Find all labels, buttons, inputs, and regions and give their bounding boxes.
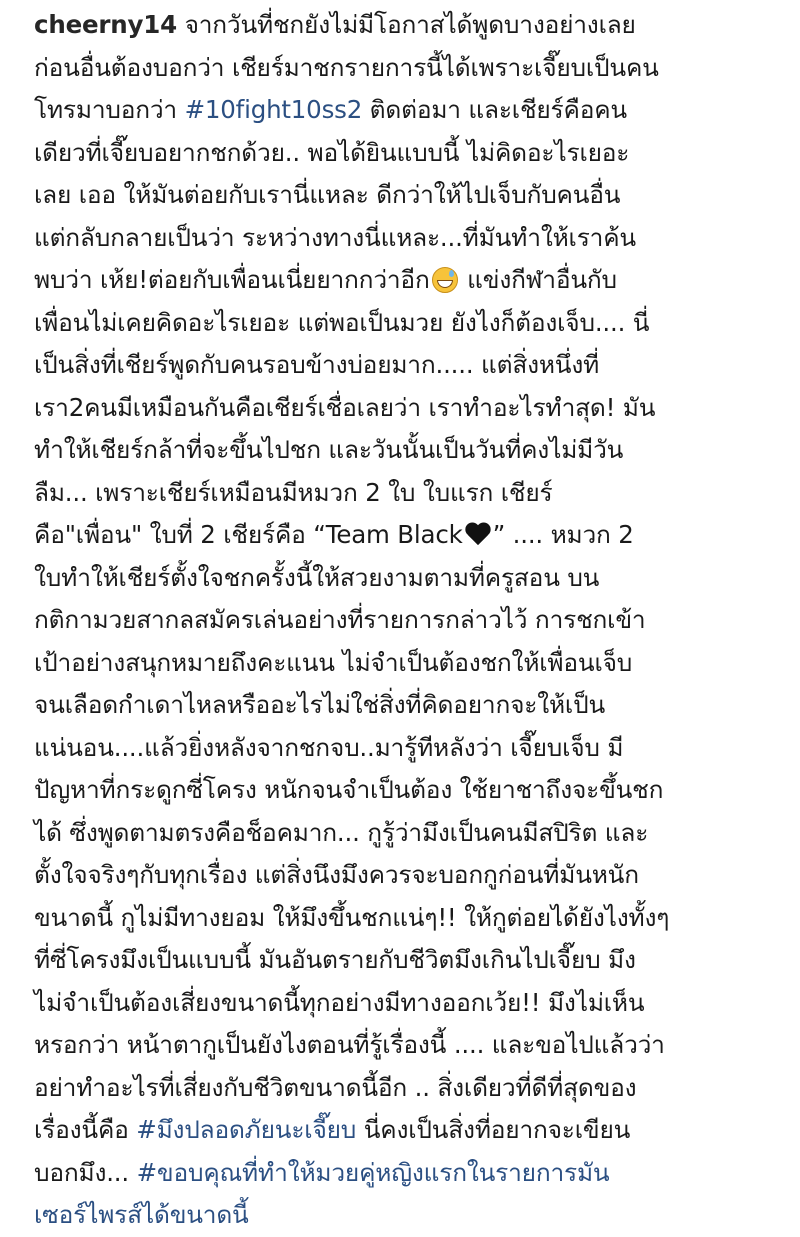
caption-text: เพื่อนไม่เคยคิดอะไรเยอะ แต่พอเป็นมวย ยังไงก็ต้องเจ็บ.... นี่ [34, 307, 650, 337]
hashtag-link[interactable]: #มึงปลอดภัยนะเจี๊ยบ [136, 1115, 357, 1144]
caption-line [34, 174, 794, 217]
caption-text: คือ"เพื่อน" ใบที่ 2 เชียร์คือ “Team Black [34, 520, 463, 549]
post-caption [34, 4, 794, 1237]
caption-line [34, 1024, 794, 1067]
caption-text: ใบทำให้เชียร์ตั้งใจชกครั้งนี้ให้สวยงามตามที่ครูสอน บน [34, 562, 600, 592]
caption-text: แน่นอน....แล้วยิ่งหลังจากชกจบ..มารู้ทีหลังว่า เจี๊ยบเจ็บ มี [34, 732, 624, 762]
caption-line [34, 89, 794, 132]
caption-text: กติกามวยสากลสมัครเล่นอย่างที่รายการกล่าวไว้ การชกเข้า [34, 605, 646, 634]
caption-text: โทรมาบอกว่า [34, 95, 185, 124]
caption-line [34, 642, 794, 685]
caption-text: นี่คงเป็นสิ่งที่อยากจะเขียน [356, 1115, 631, 1144]
caption-line [34, 429, 794, 472]
caption-text: แข่งกีฬาอื่นกับ [459, 265, 617, 294]
caption-text: ลืม... เพราะเชียร์เหมือนมีหมวก 2 ใบ ใบแรก เชียร์ [34, 477, 553, 507]
caption-line [34, 387, 794, 430]
hashtag-link[interactable]: เซอร์ไพรส์ได้ขนาดนี้ [34, 1200, 249, 1229]
caption-line [34, 769, 794, 812]
caption-text: อย่าทำอะไรที่เสี่ยงกับชีวิตขนาดนี้อีก .. สิ่งเดียวที่ดีที่สุดของ [34, 1072, 637, 1102]
caption-line [34, 599, 794, 642]
caption-text: เรา2คนมีเหมือนกันคือเชียร์เชื่อเลยว่า เราทำอะไรทำสุด! มัน [34, 392, 656, 422]
caption-text: เป้าอย่างสนุกหมายถึงคะแนน ไม่จำเป็นต้องชกให้เพื่อนเจ็บ [34, 647, 633, 677]
caption-text: ทำให้เชียร์กล้าที่จะขึ้นไปชก และวันนั้นเป็นวันที่คงไม่มีวัน [34, 435, 624, 464]
caption-text: หรอกว่า หน้าตากูเป็นยังไงตอนที่รู้เรื่องนี้ .... และขอไปแล้วว่า [34, 1030, 665, 1059]
caption-text: ” .... หมวก 2 [492, 520, 634, 549]
caption-line [34, 514, 794, 557]
caption-text: ตั้งใจจริงๆกับทุกเรื่อง แต่สิ่งนึงมึงควรจะบอกกูก่อนที่มันหนัก [34, 860, 639, 889]
grinning-sweat-emoji-icon [432, 267, 458, 293]
caption-text: ติดต่อมา และเชียร์คือคน [362, 95, 627, 124]
caption-line [34, 259, 794, 302]
username-link[interactable]: cheerny14 [34, 10, 177, 39]
caption-line [34, 1152, 794, 1195]
caption-text: พบว่า เห้ย!ต่อยกับเพื่อนเนี่ยยากกว่าอีก [34, 265, 430, 294]
caption-line [34, 982, 794, 1025]
caption-line [34, 1194, 794, 1237]
caption-text: บอกมึง... [34, 1157, 137, 1187]
caption-text: แต่กลับกลายเป็นว่า ระหว่างทางนี่แหละ...ที่มันทำให้เราค้น [34, 222, 636, 252]
caption-text: ขนาดนี้ กูไม่มีทางยอม ให้มึงขึ้นชกแน่ๆ!! ให้กูต่อยได้ยังไงทั้งๆ [34, 902, 670, 932]
caption-line [34, 344, 794, 387]
caption-line [34, 684, 794, 727]
caption-line [34, 472, 794, 515]
hashtag-link[interactable]: #10fight10ss2 [184, 95, 363, 124]
caption-text: เป็นสิ่งที่เชียร์พูดกับคนรอบข้างบ่อยมาก..... แต่สิ่งหนึ่งที่ [34, 350, 600, 379]
caption-line [34, 217, 794, 260]
caption-text: จากวันที่ชกยังไม่มีโอกาสได้พูดบางอย่างเลย [177, 10, 636, 39]
caption-line [34, 302, 794, 345]
caption-line [34, 727, 794, 770]
caption-line [34, 897, 794, 940]
caption-line [34, 557, 794, 600]
caption-text: ปัญหาที่กระดูกซี่โครง หนักจนจำเป็นต้อง ใช้ยาชาถึงจะขึ้นชก [34, 775, 664, 804]
caption-text: ได้ ซึ่งพูดตามตรงคือช็อคมาก... กูรู้ว่ามึงเป็นคนมีสปิริต และ [34, 817, 649, 847]
caption-text: ก่อนอื่นต้องบอกว่า เชียร์มาชกรายการนี้ได้เพราะเจี๊ยบเป็นคน [34, 52, 659, 82]
caption-text: เรื่องนี้คือ [34, 1115, 137, 1144]
caption-line [34, 939, 794, 982]
black-heart-icon [465, 523, 491, 547]
caption-line [34, 1109, 794, 1152]
caption-text: เลย เออ ให้มันต่อยกับเรานี่แหละ ดีกว่าให้ไปเจ็บกับคนอื่น [34, 180, 621, 209]
caption-text: จนเลือดกำเดาไหลหรืออะไรไม่ใช่สิ่งที่คิดอยากจะให้เป็น [34, 690, 606, 719]
caption-line [34, 854, 794, 897]
caption-text: เดียวที่เจี๊ยบอยากชกด้วย.. พอได้ยินแบบนี้ ไม่คิดอะไรเยอะ [34, 137, 630, 167]
caption-line [34, 132, 794, 175]
hashtag-link[interactable]: #ขอบคุณที่ทำให้มวยคู่หญิงแรกในรายการมัน [136, 1157, 610, 1187]
caption-line [34, 1067, 794, 1110]
caption-text: ไม่จำเป็นต้องเสี่ยงขนาดนี้ทุกอย่างมีทางออกเว้ย!! มึงไม่เห็น [34, 987, 645, 1017]
caption-line [34, 812, 794, 855]
caption-text: ที่ซี่โครงมึงเป็นแบบนี้ มันอันตรายกับชีวิตมึงเกินไปเจี๊ยบ มึง [34, 945, 636, 974]
caption-line [34, 4, 794, 47]
caption-line [34, 47, 794, 90]
